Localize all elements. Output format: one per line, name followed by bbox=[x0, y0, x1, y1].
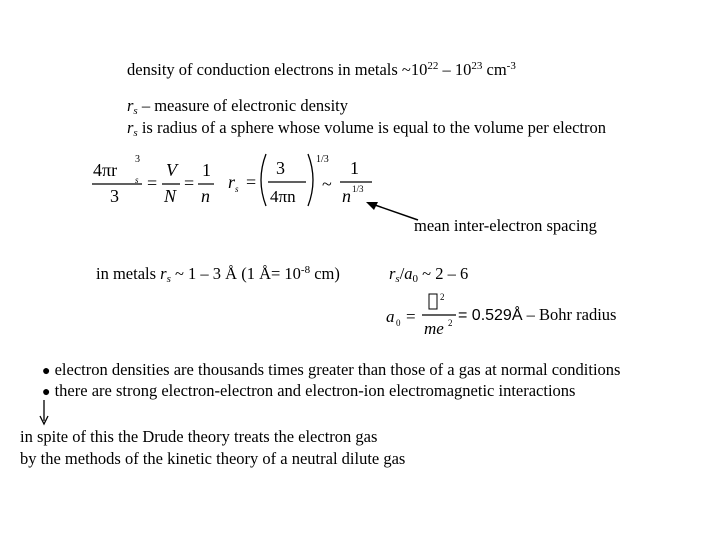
bohr-value-text: = 0.529Å bbox=[458, 307, 523, 324]
bohr-den-exp: 2 bbox=[448, 318, 453, 328]
rs-subscript: s bbox=[133, 127, 138, 139]
bohr-radius-label: – Bohr radius bbox=[522, 305, 617, 324]
rs-eq: = bbox=[246, 172, 257, 192]
conclusion-line-2: by the methods of the kinetic theory of a neutral dilute gas bbox=[20, 449, 406, 468]
rs-symbol: r bbox=[160, 264, 167, 283]
rs-symbol: r bbox=[127, 96, 134, 115]
metals-unit: cm) bbox=[310, 264, 340, 283]
exponent-23: 23 bbox=[471, 60, 483, 72]
ratio-line bbox=[389, 264, 468, 284]
conclusion-line-1: in spite of this the Drude theory treats the electron gas bbox=[20, 427, 378, 446]
right-paren bbox=[308, 154, 313, 206]
ratio-r-sub: s bbox=[395, 273, 400, 285]
ratio-r: r bbox=[389, 264, 396, 283]
rs-radius-text: is radius of a sphere whose volume is equal to the volume per electron bbox=[137, 118, 606, 137]
bohr-lhs: a bbox=[386, 307, 395, 326]
rhs-numerator: 1 bbox=[202, 160, 211, 180]
paren-exponent: 1/3 bbox=[316, 154, 329, 165]
rs-formula bbox=[226, 150, 376, 217]
exponent-minus3: -3 bbox=[506, 60, 516, 72]
mid-denominator: N bbox=[164, 186, 177, 206]
rs-lhs-sub: s bbox=[235, 184, 239, 194]
ratio-range: ~ 2 – 6 bbox=[418, 264, 469, 283]
rs-subscript: s bbox=[133, 105, 138, 117]
lhs-sub: s bbox=[135, 175, 139, 185]
rs-lhs: r bbox=[228, 172, 236, 192]
metals-line bbox=[96, 264, 340, 284]
volume-formula bbox=[88, 152, 218, 213]
ratio-a: a bbox=[404, 264, 413, 283]
volume-formula-svg bbox=[88, 152, 218, 208]
bullet-item bbox=[42, 360, 620, 382]
ratio-a-sub: 0 bbox=[412, 273, 419, 285]
bohr-lhs-sub: 0 bbox=[396, 318, 401, 328]
rs-formula-svg bbox=[226, 150, 376, 212]
tilde-sign: ~ bbox=[322, 174, 332, 194]
exponent-minus8: -8 bbox=[300, 264, 311, 276]
bullet-item bbox=[42, 381, 575, 403]
rs-definition bbox=[127, 96, 348, 116]
ratio-slash: / bbox=[399, 264, 405, 283]
rs-definition-2 bbox=[127, 118, 606, 138]
annotation-text: mean inter-electron spacing bbox=[414, 216, 597, 235]
tilde-numerator: 1 bbox=[350, 158, 359, 178]
density-text: density of conduction electrons in metals ~10 bbox=[127, 60, 428, 79]
lhs-exp: 3 bbox=[135, 154, 140, 165]
eq-sign-2: = bbox=[184, 173, 195, 193]
tilde-denominator-exp: 1/3 bbox=[352, 184, 364, 194]
bullet-text: there are strong electron-electron and electron-ion electromagnetic interactions bbox=[54, 381, 576, 400]
rs-symbol: r bbox=[127, 118, 134, 137]
hbar-placeholder-glyph bbox=[429, 294, 437, 309]
bohr-denominator: me bbox=[424, 319, 444, 338]
exponent-22: 22 bbox=[427, 60, 439, 72]
mid-numerator: V bbox=[166, 160, 177, 180]
rs-subscript: s bbox=[166, 273, 171, 285]
rs-definition-text: – measure of electronic density bbox=[137, 96, 348, 115]
bullet-dot: ● bbox=[42, 364, 51, 379]
lhs-numerator: 4πr bbox=[93, 160, 118, 180]
paren-numerator: 3 bbox=[276, 158, 285, 178]
left-paren bbox=[261, 154, 266, 206]
density-range-dash: – 10 bbox=[438, 60, 472, 79]
bohr-value bbox=[458, 305, 616, 326]
eq-sign-1: = bbox=[147, 173, 158, 193]
down-arrow bbox=[38, 399, 52, 427]
bohr-eq: = bbox=[406, 307, 416, 326]
bullet-text: electron densities are thousands times greater than those of a gas at normal conditions bbox=[54, 360, 621, 379]
lhs-denominator: 3 bbox=[110, 186, 119, 206]
density-unit: cm bbox=[482, 60, 507, 79]
metals-prefix: in metals bbox=[96, 264, 161, 283]
paren-denominator: 4πn bbox=[270, 187, 296, 206]
density-statement bbox=[127, 60, 516, 80]
bohr-num-exp: 2 bbox=[440, 292, 445, 302]
bullet-dot: ● bbox=[42, 385, 51, 400]
rhs-denominator: n bbox=[201, 186, 210, 206]
arrow-shaft bbox=[372, 204, 418, 220]
tilde-denominator: n bbox=[342, 186, 351, 206]
metals-range: ~ 1 – 3 Å (1 Å= 10 bbox=[170, 264, 301, 283]
